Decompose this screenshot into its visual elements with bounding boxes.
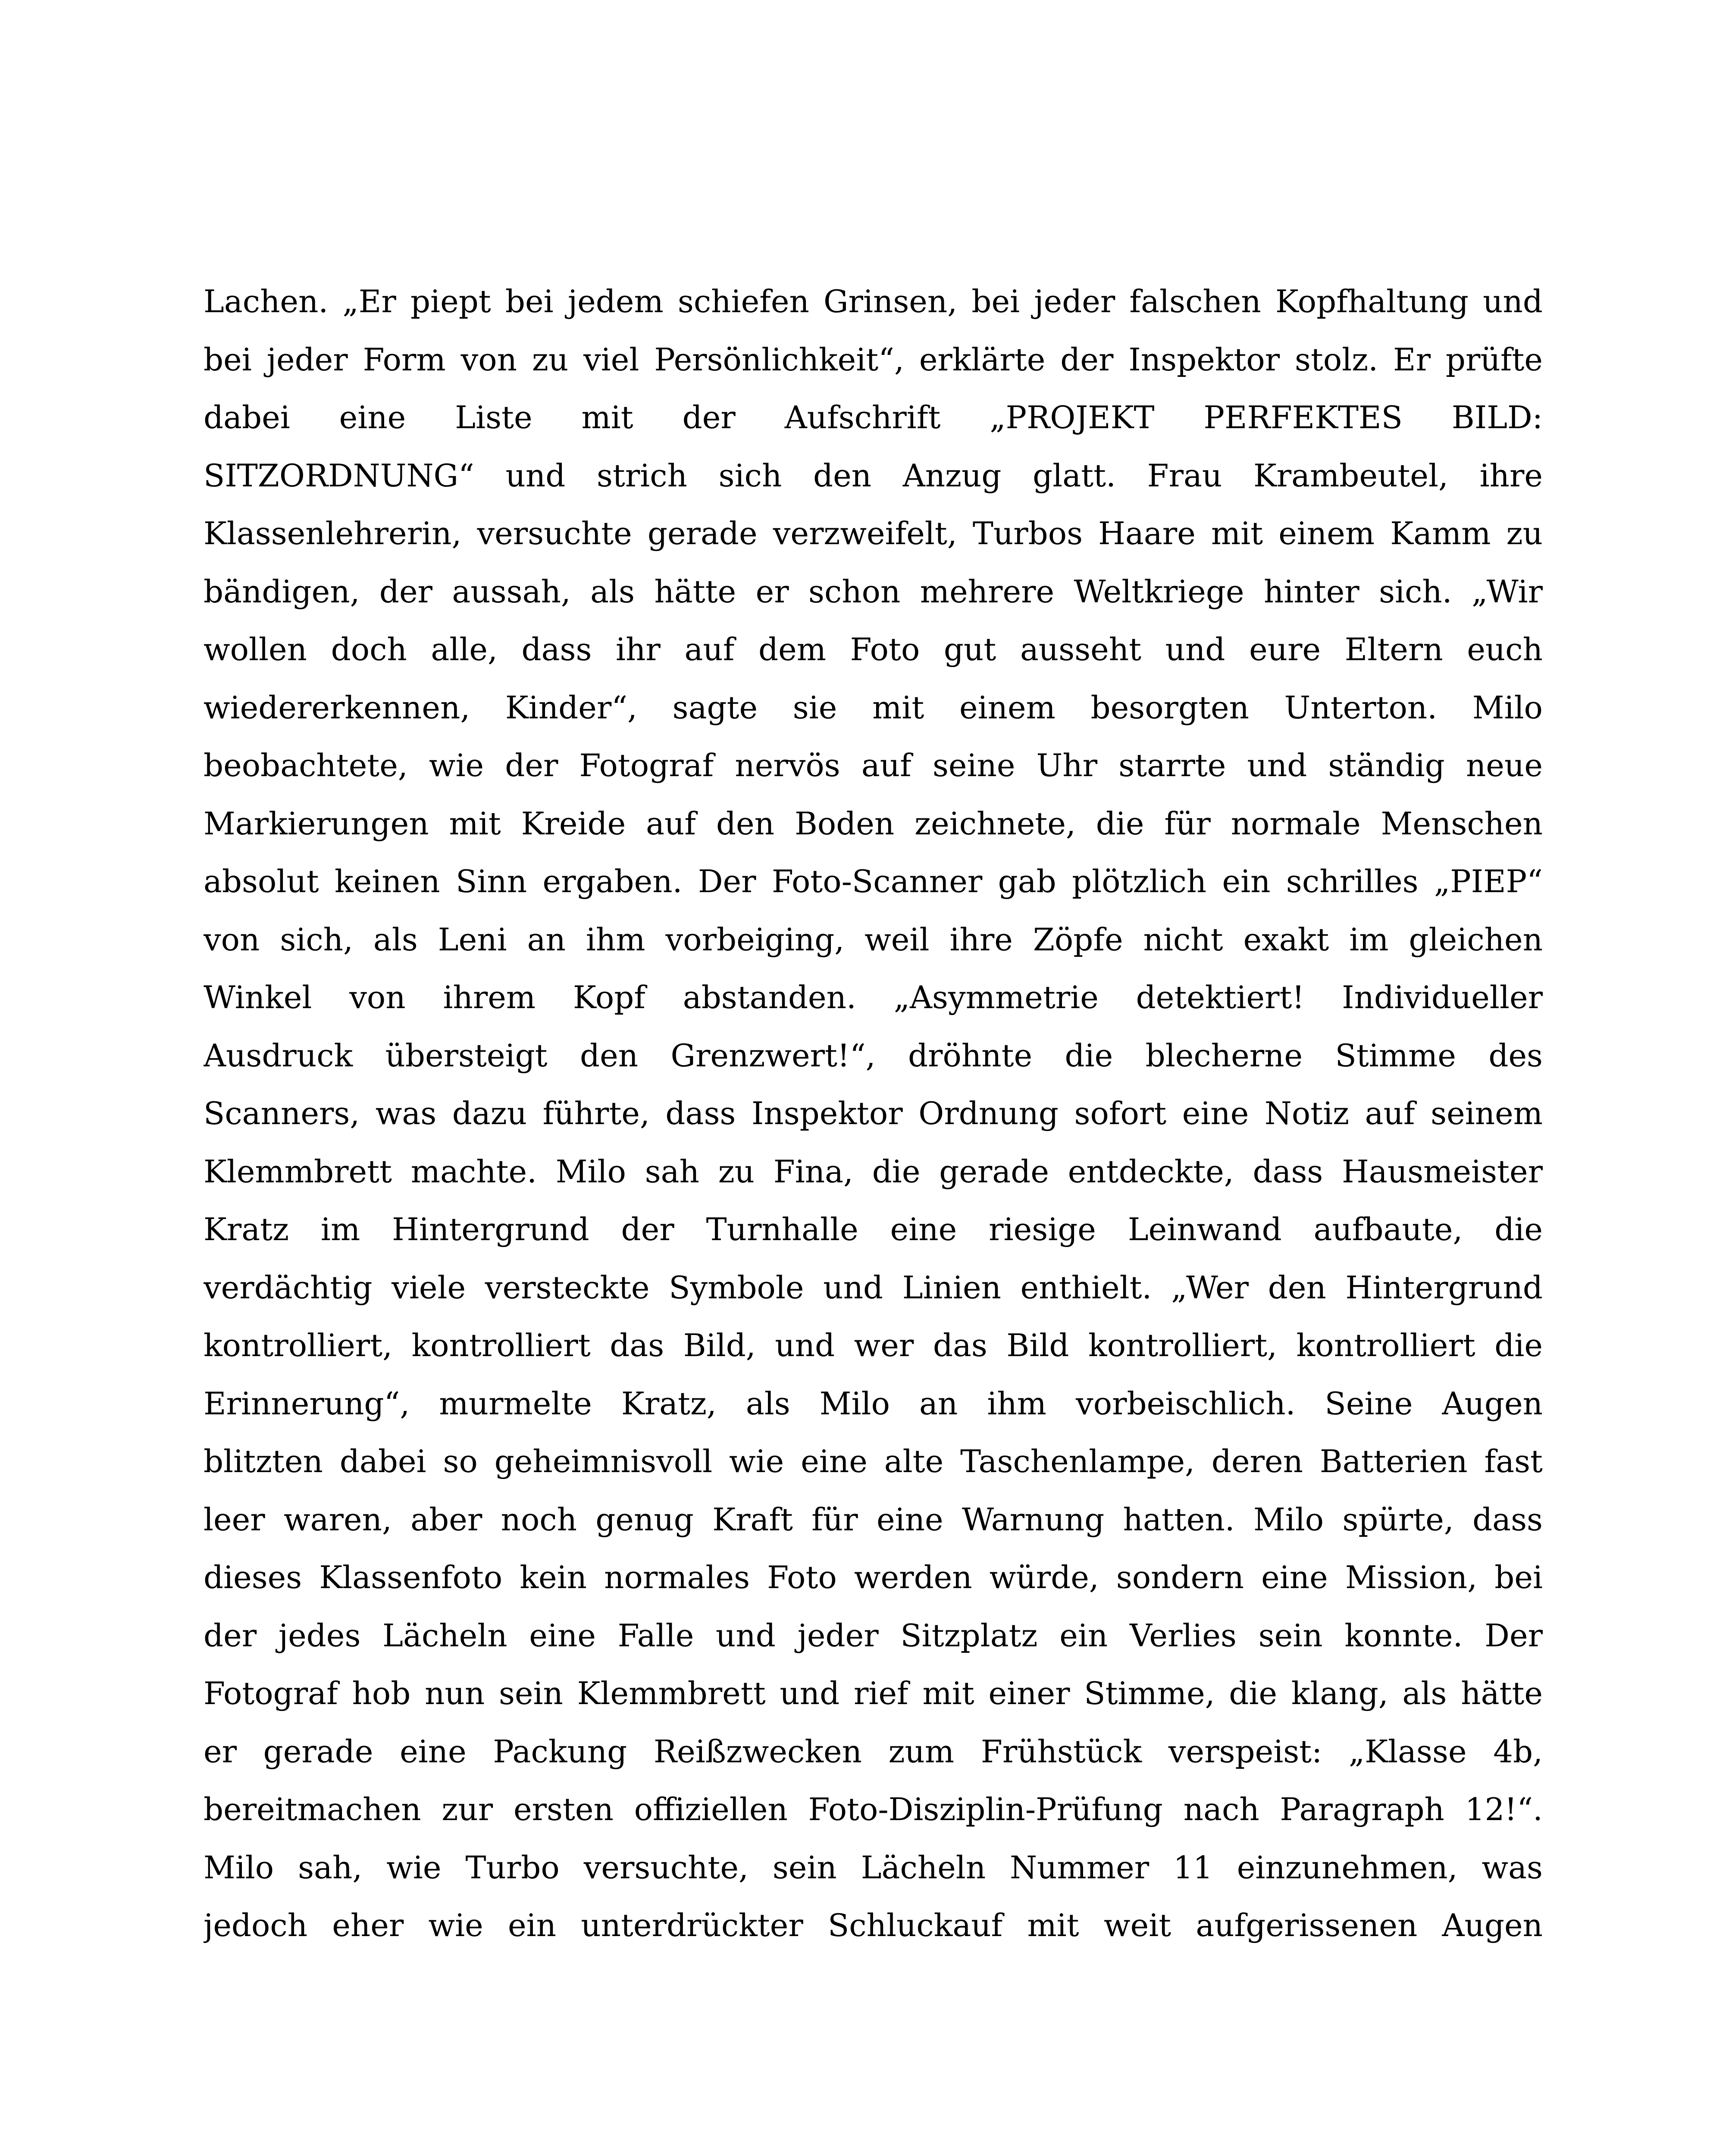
text-line: kontrolliert, kontrolliert das Bild, und wer das Bild kontrolliert, kontrolliert die <box>204 1327 1543 1363</box>
text-line: beobachtete, wie der Fotograf nervös auf seine Uhr starrte und ständig neue <box>204 747 1543 783</box>
text-line: Ausdruck übersteigt den Grenzwert!“, dröhnte die blecherne Stimme des <box>204 1037 1543 1074</box>
text-line: jedoch eher wie ein unterdrückter Schluckauf mit weit aufgerissenen Augen <box>204 1907 1543 1943</box>
text-line: Klassenlehrerin, versuchte gerade verzweifelt, Turbos Haare mit einem Kamm zu <box>204 515 1543 552</box>
text-line: bei jeder Form von zu viel Persönlichkeit“, erklärte der Inspektor stolz. Er prüfte <box>204 341 1543 378</box>
text-line: dabei eine Liste mit der Aufschrift „PROJEKT PERFEKTES BILD: <box>204 399 1543 436</box>
text-line: Lachen. „Er piept bei jedem schiefen Grinsen, bei jeder falschen Kopfhaltung und <box>204 283 1543 320</box>
text-line: er gerade eine Packung Reißzwecken zum Frühstück verspeist: „Klasse 4b, <box>204 1733 1543 1770</box>
text-line: bändigen, der aussah, als hätte er schon mehrere Weltkriege hinter sich. „Wir <box>204 573 1543 610</box>
text-line: von sich, als Leni an ihm vorbeiging, weil ihre Zöpfe nicht exakt im gleichen <box>204 921 1543 958</box>
text-line: Erinnerung“, murmelte Kratz, als Milo an ihm vorbeischlich. Seine Augen <box>204 1385 1543 1422</box>
text-line: Markierungen mit Kreide auf den Boden zeichnete, die für normale Menschen <box>204 805 1543 842</box>
text-line: Scanners, was dazu führte, dass Inspektor Ordnung sofort eine Notiz auf seinem <box>204 1095 1543 1131</box>
text-line: absolut keinen Sinn ergaben. Der Foto-Scanner gab plötzlich ein schrilles „PIEP“ <box>204 863 1543 899</box>
text-line: blitzten dabei so geheimnisvoll wie eine alte Taschenlampe, deren Batterien fast <box>204 1443 1543 1479</box>
text-line: Milo sah, wie Turbo versuchte, sein Lächeln Nummer 11 einzunehmen, was <box>204 1849 1543 1886</box>
body-text <box>204 273 1543 1955</box>
text-line: Klemmbrett machte. Milo sah zu Fina, die gerade entdeckte, dass Hausmeister <box>204 1153 1543 1190</box>
text-line: verdächtig viele versteckte Symbole und Linien enthielt. „Wer den Hintergrund <box>204 1269 1543 1306</box>
text-line: bereitmachen zur ersten offiziellen Foto-Disziplin-Prüfung nach Paragraph 12!“. <box>204 1791 1543 1827</box>
text-line: dieses Klassenfoto kein normales Foto werden würde, sondern eine Mission, bei <box>204 1559 1543 1595</box>
text-line: Winkel von ihrem Kopf abstanden. „Asymmetrie detektiert! Individueller <box>204 979 1543 1015</box>
text-line: Fotograf hob nun sein Klemmbrett und rief mit einer Stimme, die klang, als hätte <box>204 1675 1543 1711</box>
text-line: der jedes Lächeln eine Falle und jeder Sitzplatz ein Verlies sein konnte. Der <box>204 1617 1543 1654</box>
text-line: leer waren, aber noch genug Kraft für eine Warnung hatten. Milo spürte, dass <box>204 1501 1543 1538</box>
text-line: Kratz im Hintergrund der Turnhalle eine riesige Leinwand aufbaute, die <box>204 1211 1543 1247</box>
text-line: SITZORDNUNG“ und strich sich den Anzug glatt. Frau Krambeutel, ihre <box>204 457 1543 494</box>
text-line: wiedererkennen, Kinder“, sagte sie mit einem besorgten Unterton. Milo <box>204 689 1543 726</box>
text-line: wollen doch alle, dass ihr auf dem Foto gut ausseht und eure Eltern euch <box>204 631 1543 667</box>
